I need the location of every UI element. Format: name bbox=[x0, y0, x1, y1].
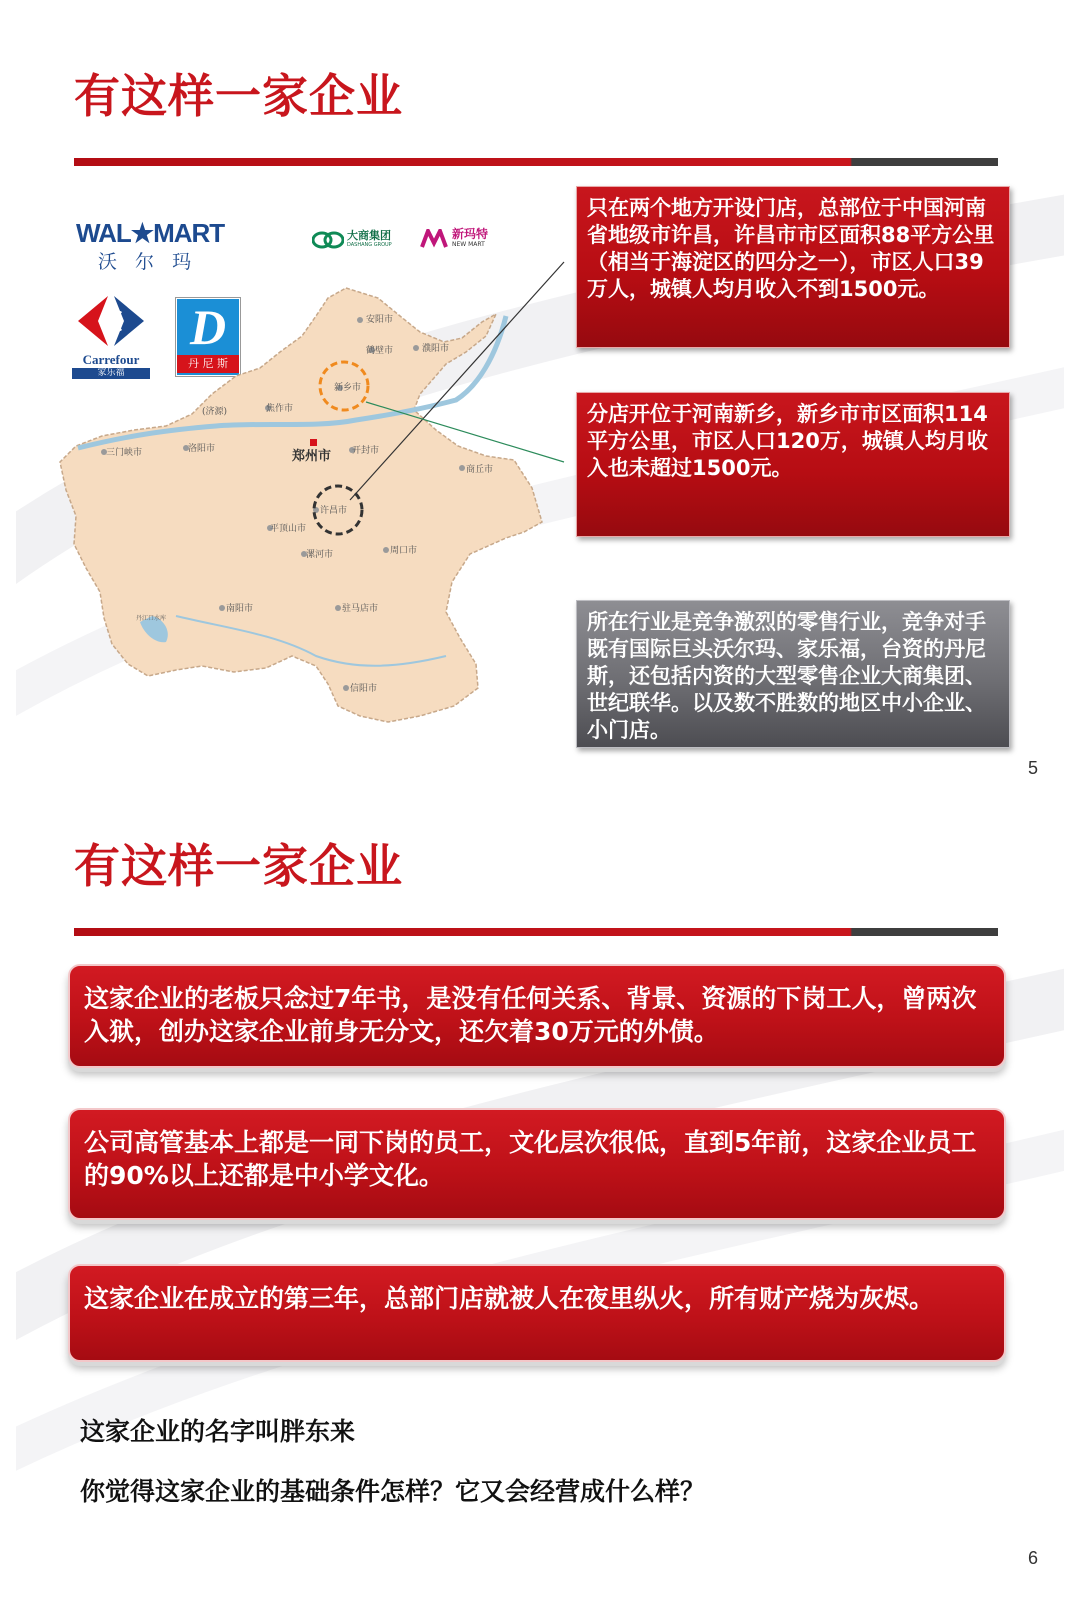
title-divider bbox=[74, 928, 998, 936]
info-box-branch: 分店开位于河南新乡，新乡市市区面积114平方公里，市区人口120万，城镇人均月收入也未超过1500元。 bbox=[576, 392, 1010, 537]
slide-title: 有这样一家企业 bbox=[74, 69, 403, 123]
city-label-xuchang: 许昌市 bbox=[320, 506, 348, 516]
city-label-zhengzhou: 郑州市 bbox=[292, 449, 332, 464]
newmart-logo-cn: 新玛特 bbox=[452, 227, 489, 241]
capital-marker-icon bbox=[310, 439, 317, 446]
dashang-logo-cn: 大商集团 bbox=[347, 229, 391, 242]
city-label-luohe: 漯河市 bbox=[306, 550, 334, 560]
page-number: 6 bbox=[1027, 1548, 1038, 1568]
fact-box-founder: 这家企业的老板只念过7年书，是没有任何关系、背景、资源的下岗工人，曾两次入狱，创办这家企业前身无分文，还欠着30万元的外债。 bbox=[68, 964, 1006, 1068]
dashang-logo-en: DASHANG GROUP bbox=[347, 242, 392, 248]
city-label-sanmenxia: 三门峡市 bbox=[106, 448, 143, 458]
henan-province-shape bbox=[60, 288, 542, 722]
company-name-text: 这家企业的名字叫胖东来 bbox=[80, 1417, 356, 1446]
slide-title: 有这样一家企业 bbox=[74, 839, 403, 893]
info-box-competition: 所在行业是竞争激烈的零售行业，竞争对手既有国际巨头沃尔玛、家乐福，台资的丹尼斯，还包括内资的大型零售企业大商集团、世纪联华。以及数不胜数的地区中小企业、小门店。 bbox=[576, 600, 1010, 748]
city-label-zhumadian: 驻马店市 bbox=[342, 604, 379, 614]
city-label-pingdingshan: 平顶山市 bbox=[270, 524, 307, 534]
slide-5 bbox=[16, 16, 1064, 800]
city-label-shangqiu: 商丘市 bbox=[466, 465, 494, 475]
dennis-logo-letter: D bbox=[189, 299, 227, 355]
slide-6 bbox=[16, 808, 1064, 1598]
discussion-question: 你觉得这家企业的基础条件怎样？它又会经营成什么样？ bbox=[80, 1477, 706, 1506]
city-label-zhoukou: 周口市 bbox=[390, 546, 418, 556]
city-label-xinxiang: 新乡市 bbox=[334, 383, 362, 393]
dennis-logo-cn: 丹 尼 斯 bbox=[177, 355, 239, 373]
fact-box-management: 公司高管基本上都是一同下岗的员工，文化层次很低，直到5年前，这家企业员工的90%以上还都是中小学文化。 bbox=[68, 1108, 1006, 1220]
walmart-logo-cn: 沃 尔 玛 bbox=[98, 251, 198, 273]
fact-box-fire: 这家企业在成立的第三年，总部门店就被人在夜里纵火，所有财产烧为灰烬。 bbox=[68, 1264, 1006, 1362]
newmart-logo-en: NEW MART bbox=[452, 241, 485, 248]
walmart-logo-text: WAL★MART bbox=[76, 218, 225, 248]
city-label-jiaozuo: 焦作市 bbox=[266, 404, 294, 414]
carrefour-logo-text: Carrefour bbox=[82, 352, 140, 367]
city-label-luoyang: 洛阳市 bbox=[188, 444, 216, 454]
city-label-puyang: 濮阳市 bbox=[422, 344, 450, 354]
info-box-headquarters: 只在两个地方开设门店，总部位于中国河南省地级市许昌，许昌市市区面积88平方公里（相当于海淀区的四分之一），市区人口39万人，城镇人均月收入不到1500元。 bbox=[576, 186, 1010, 348]
city-label-hebi: 鹤壁市 bbox=[366, 346, 394, 356]
city-label-kaifeng: 开封市 bbox=[352, 446, 380, 456]
city-label-anyang: 安阳市 bbox=[366, 315, 394, 325]
page-number: 5 bbox=[1027, 758, 1038, 778]
city-label-xinyang: 信阳市 bbox=[350, 684, 378, 694]
carrefour-logo-cn: 家乐福 bbox=[72, 368, 150, 379]
city-label-danjiangkou: 丹江口水库 bbox=[136, 615, 167, 622]
city-label-jiyuan: (济源) bbox=[202, 407, 228, 417]
city-label-nanyang: 南阳市 bbox=[226, 604, 254, 614]
